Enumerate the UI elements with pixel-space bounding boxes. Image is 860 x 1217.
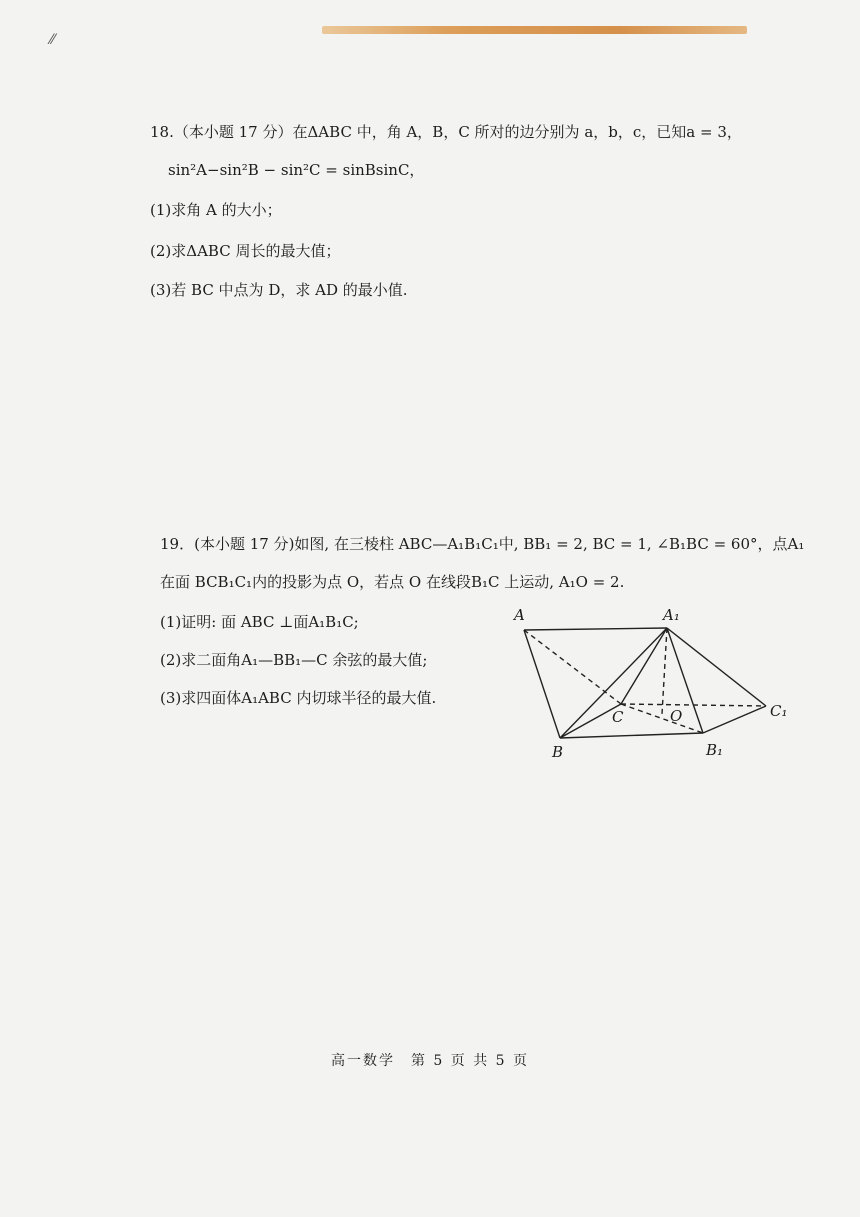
label-B: B bbox=[552, 743, 564, 761]
edge-A1-C1 bbox=[667, 628, 766, 706]
q18-part1: (1)求角 A 的大小； bbox=[150, 201, 282, 219]
edge-A-C-dashed bbox=[524, 630, 621, 704]
prism-figure bbox=[500, 600, 800, 765]
label-O: O bbox=[670, 707, 683, 725]
q19-part2: (2)求二面角A₁—BB₁—C 余弦的最大值; bbox=[160, 651, 428, 669]
edge-C-C1-dashed bbox=[621, 704, 766, 706]
edge-A1-C bbox=[621, 628, 667, 704]
q18-part2: (2)求ΔABC 周长的最大值； bbox=[150, 242, 341, 260]
label-A: A bbox=[514, 606, 525, 624]
q18-stem-line2: sin²A−sin²B − sin²C = sinBsinC， bbox=[168, 161, 425, 179]
q19-part1: (1)证明: 面 ABC ⊥面A₁B₁C; bbox=[160, 613, 359, 631]
label-A1: A₁ bbox=[663, 606, 680, 624]
edge-A-A1 bbox=[524, 628, 667, 630]
edge-B-B1 bbox=[560, 733, 703, 738]
page-footer: 高一数学 第 5 页 共 5 页 bbox=[330, 1053, 530, 1069]
edge-C-B1-dashed bbox=[621, 704, 703, 733]
q18-part3: (3)若 BC 中点为 D，求 AD 的最小值. bbox=[150, 281, 408, 299]
edge-A1-O-dashed bbox=[662, 628, 667, 714]
scan-edge-strip bbox=[322, 26, 747, 34]
q19-stem-line1: 19．(本小题 17 分)如图, 在三棱柱 ABC—A₁B₁C₁中, BB₁ = 2, BC = 1, ∠B₁BC = 60°，点A₁ bbox=[160, 535, 805, 553]
label-B1: B₁ bbox=[706, 741, 724, 759]
edge-B1-C1 bbox=[703, 706, 766, 733]
edge-A-B bbox=[524, 630, 560, 738]
label-C: C bbox=[612, 708, 624, 726]
q19-stem-line2: 在面 BCB₁C₁内的投影为点 O，若点 O 在线段B₁C 上运动, A₁O = 2. bbox=[160, 573, 625, 591]
label-C1: C₁ bbox=[770, 702, 788, 720]
q19-part3: (3)求四面体A₁ABC 内切球半径的最大值. bbox=[160, 689, 437, 707]
corner-mark-icon: ⁄⁄ bbox=[50, 32, 55, 48]
q18-stem-line1: 18.（本小题 17 分）在ΔABC 中，角 A，B，C 所对的边分别为 a，b，c，已知a = 3， bbox=[150, 123, 742, 141]
